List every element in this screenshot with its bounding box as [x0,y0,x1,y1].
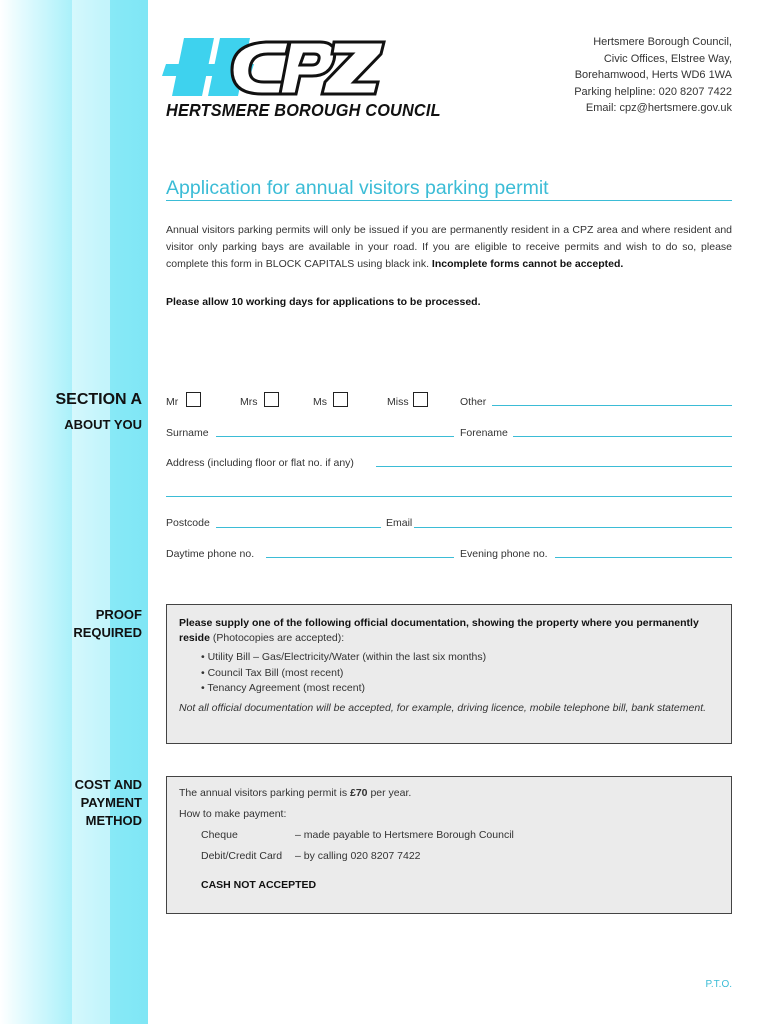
parking-helpline: Parking helpline: 020 8207 7422 [574,85,732,98]
processing-time-note: Please allow 10 working days for applications to be processed. [166,296,481,308]
permit-price: £70 [350,787,368,799]
title-miss-checkbox[interactable] [413,392,428,407]
council-address [574,34,732,117]
cash-not-accepted-note: CASH NOT ACCEPTED [201,879,317,891]
title-mr-label: Mr [166,396,179,408]
address-label: Address (including floor or flat no. if any) [166,457,354,469]
other-title-field[interactable] [492,405,732,406]
evening-phone-field[interactable] [555,557,732,558]
daytime-phone-label: Daytime phone no. [166,548,255,560]
evening-phone-label: Evening phone no. [460,548,548,560]
payment-method-detail: – by calling 020 8207 7422 [295,850,421,862]
list-item: • Council Tax Bill (most recent) [201,666,344,679]
proof-required-heading [73,606,142,642]
forename-field[interactable] [513,436,732,437]
contact-email: Email: cpz@hertsmere.gov.uk [585,102,732,114]
proof-document-list [179,650,719,697]
surname-label: Surname [166,427,209,439]
proof-exclusions-note: Not all official documentation will be accepted, for example, driving licence, mobile telephone bill, bank statement. [179,701,707,714]
address-field-line-2[interactable] [166,496,732,497]
intro-text: Annual visitors parking permits will only be issued if you are permanently resident in a CPZ area and where resident and visitor only parking bays are available in your road. If you are eligible to receive permits and wish to do so, please complete this form in BLOCK CAPITALS using black ink. [166,224,732,270]
address-line: Hertsmere Borough Council, [593,36,732,48]
payment-panel [166,776,732,914]
proof-instructions-note: (Photocopies are accepted): [212,632,345,644]
intro-paragraph [166,222,732,273]
address-line: Civic Offices, Elstree Way, [603,52,732,65]
list-item: • Tenancy Agreement (most recent) [201,682,365,694]
page-title: Application for annual visitors parking permit [166,177,549,199]
cost-heading-line: PAYMENT [80,795,142,810]
title-mr-checkbox[interactable] [186,392,201,407]
payment-method-name: Debit/Credit Card [201,850,283,862]
cost-heading-line: COST AND [74,777,142,792]
section-a-heading: SECTION A [55,391,142,408]
postcode-field[interactable] [216,527,381,528]
title-divider [166,200,732,201]
proof-instructions-bold: Please supply one of the following official documentation, showing the property where you permanently reside [179,617,699,644]
email-field[interactable] [414,527,732,528]
how-to-pay-label: How to make payment: [179,808,287,820]
title-ms-label: Ms [313,396,327,408]
permit-cost: The annual visitors parking permit is £70 per year. [179,787,412,799]
email-label: Email [386,517,413,529]
proof-heading-line: REQUIRED [73,625,142,640]
please-turn-over: P.T.O. [705,979,732,990]
payment-method-detail: – made payable to Hertsmere Borough Council [295,829,514,841]
title-miss-label: Miss [387,396,409,408]
about-you-heading: ABOUT YOU [64,417,142,432]
daytime-phone-field[interactable] [266,557,454,558]
title-ms-checkbox[interactable] [333,392,348,407]
title-mrs-checkbox[interactable] [264,392,279,407]
left-decorative-stripe [72,0,110,1024]
title-mrs-label: Mrs [240,396,258,408]
logo-caption: HERTSMERE BOROUGH COUNCIL [166,100,441,120]
list-item: • Utility Bill – Gas/Electricity/Water (within the last six months) [201,651,487,663]
cost-heading-line: METHOD [85,813,142,828]
intro-warning: Incomplete forms cannot be accepted. [431,258,624,270]
address-field-line-1[interactable] [376,466,732,467]
payment-method-name: Cheque [201,829,238,841]
proof-instructions [179,616,719,646]
cost-payment-heading [75,776,142,830]
other-title-label: Other [460,396,487,408]
proof-panel [166,604,732,744]
proof-heading-line: PROOF [95,607,142,622]
forename-label: Forename [460,427,508,439]
address-line: Borehamwood, Herts WD6 1WA [574,69,732,81]
postcode-label: Postcode [166,517,210,529]
surname-field[interactable] [216,436,454,437]
